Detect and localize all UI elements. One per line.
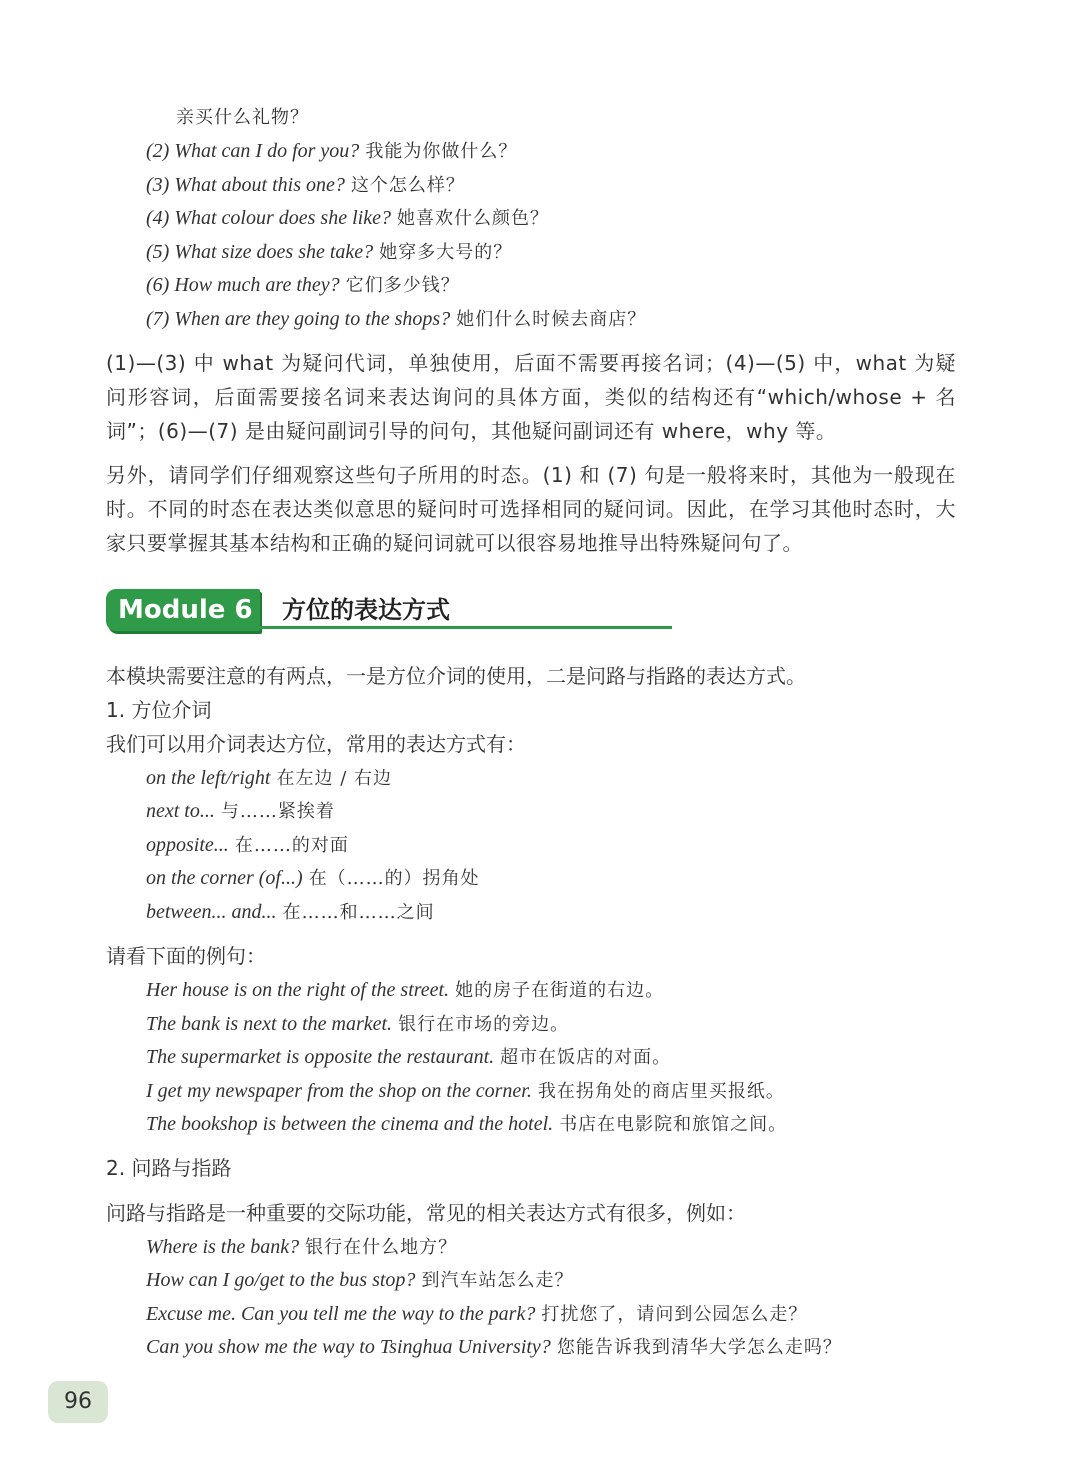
example-zh: 她穿多大号的？ xyxy=(379,242,513,263)
preposition-en: on the corner (of...) xyxy=(146,867,303,889)
explanation-paragraph: (1)—(3) 中 what 为疑问代词，单独使用，后面不需要再接名词；(4)—(5) 中，what 为疑问形容词，后面需要接名词来表达询问的具体方面，类似的结构还有“which/whose + 名词”；(6)—(7) 是由疑问副词引导的问句，其他疑问副词还有 where，why 等。 xyxy=(106,351,956,443)
section-heading: 2. 问路与指路 xyxy=(106,1156,232,1180)
preposition-zh: 在……和……之间 xyxy=(282,902,435,923)
example-zh: 银行在什么地方？ xyxy=(305,1237,458,1258)
example-zh: 她们什么时候去商店？ xyxy=(456,309,647,330)
preposition-zh: 在（……的）拐角处 xyxy=(308,868,480,889)
examples-lead: 请看下面的例句： xyxy=(106,944,266,968)
example-sentence xyxy=(146,1267,573,1294)
section-lead: 我们可以用介词表达方位，常用的表达方式有： xyxy=(106,732,526,756)
preposition-item xyxy=(146,865,480,892)
preposition-en: opposite... xyxy=(146,834,229,856)
example-en: (4) What colour does she like? xyxy=(146,207,391,229)
example-line xyxy=(146,239,512,266)
example-zh: 超市在饭店的对面。 xyxy=(500,1047,672,1068)
example-en: (7) When are they going to the shops? xyxy=(146,308,451,330)
page-number: 96 xyxy=(64,1389,92,1414)
example-en: How can I go/get to the bus stop? xyxy=(146,1269,416,1291)
example-en: (6) How much are they? xyxy=(146,274,340,296)
module-intro: 本模块需要注意的有两点，一是方位介词的使用，二是问路与指路的表达方式。 xyxy=(106,664,806,688)
preposition-en: next to... xyxy=(146,800,215,822)
example-sentence xyxy=(146,1078,785,1105)
preposition-item xyxy=(146,798,335,825)
example-sentence xyxy=(146,1011,569,1038)
example-zh: 到汽车站怎么走？ xyxy=(421,1270,574,1291)
section-lead: 问路与指路是一种重要的交际功能，常见的相关表达方式有很多，例如： xyxy=(106,1201,746,1225)
example-en: Excuse me. Can you tell me the way to the park? xyxy=(146,1303,536,1325)
example-sentence xyxy=(146,977,664,1004)
example-zh: 亲买什么礼物？ xyxy=(176,107,309,128)
example-en: (2) What can I do for you? xyxy=(146,140,360,162)
example-sentence xyxy=(146,1334,842,1361)
example-en: The bank is next to the market. xyxy=(146,1013,393,1035)
preposition-item xyxy=(146,899,435,926)
example-en: Her house is on the right of the street. xyxy=(146,979,450,1001)
example-en: Can you show me the way to Tsinghua University? xyxy=(146,1336,551,1358)
example-line xyxy=(146,138,517,165)
preposition-en: on the left/right xyxy=(146,767,271,789)
section-heading: 1. 方位介词 xyxy=(106,698,212,722)
preposition-en: between... and... xyxy=(146,901,277,923)
example-zh: 这个怎么样？ xyxy=(350,175,465,196)
example-zh: 她的房子在街道的右边。 xyxy=(455,980,665,1001)
example-zh: 书店在电影院和旅馆之间。 xyxy=(559,1114,788,1135)
example-en: I get my newspaper from the shop on the corner. xyxy=(146,1080,532,1102)
module-label: Module 6 xyxy=(118,595,253,625)
example-en: Where is the bank? xyxy=(146,1236,300,1258)
example-zh: 您能告诉我到清华大学怎么走吗？ xyxy=(556,1337,842,1358)
tense-paragraph: 另外，请同学们仔细观察这些句子所用的时态。(1) 和 (7) 句是一般将来时，其他为一般现在时。不同的时态在表达类似意思的疑问时可选择相同的疑问词。因此，在学习其他时态时，大家只要掌握其基本结构和正确的疑问词就可以很容易地推导出特殊疑问句了。 xyxy=(106,463,956,555)
example-sentence xyxy=(146,1234,457,1261)
example-zh: 它们多少钱？ xyxy=(345,275,460,296)
preposition-zh: 在左边 / 右边 xyxy=(276,768,392,789)
example-zh: 我在拐角处的商店里买报纸。 xyxy=(537,1081,785,1102)
example-zh: 打扰您了，请问到公园怎么走？ xyxy=(541,1304,808,1325)
example-en: (5) What size does she take? xyxy=(146,241,374,263)
example-en: The bookshop is between the cinema and the hotel. xyxy=(146,1113,554,1135)
example-zh: 我能为你做什么？ xyxy=(365,141,518,162)
preposition-zh: 与……紧挨着 xyxy=(220,801,335,822)
module-title: 方位的表达方式 xyxy=(282,596,450,624)
example-sentence xyxy=(146,1044,671,1071)
example-line xyxy=(146,172,465,199)
module-underline xyxy=(258,626,672,629)
example-sentence xyxy=(146,1111,787,1138)
example-sentence xyxy=(146,1301,807,1328)
example-line xyxy=(176,104,309,131)
example-zh: 她喜欢什么颜色？ xyxy=(397,208,549,229)
example-line xyxy=(146,272,460,299)
preposition-zh: 在……的对面 xyxy=(234,835,349,856)
example-line xyxy=(146,205,549,232)
example-en: The supermarket is opposite the restaurant. xyxy=(146,1046,495,1068)
example-line xyxy=(146,306,646,333)
preposition-item xyxy=(146,765,392,792)
example-zh: 银行在市场的旁边。 xyxy=(398,1014,570,1035)
example-en: (3) What about this one? xyxy=(146,174,345,196)
preposition-item xyxy=(146,832,349,859)
